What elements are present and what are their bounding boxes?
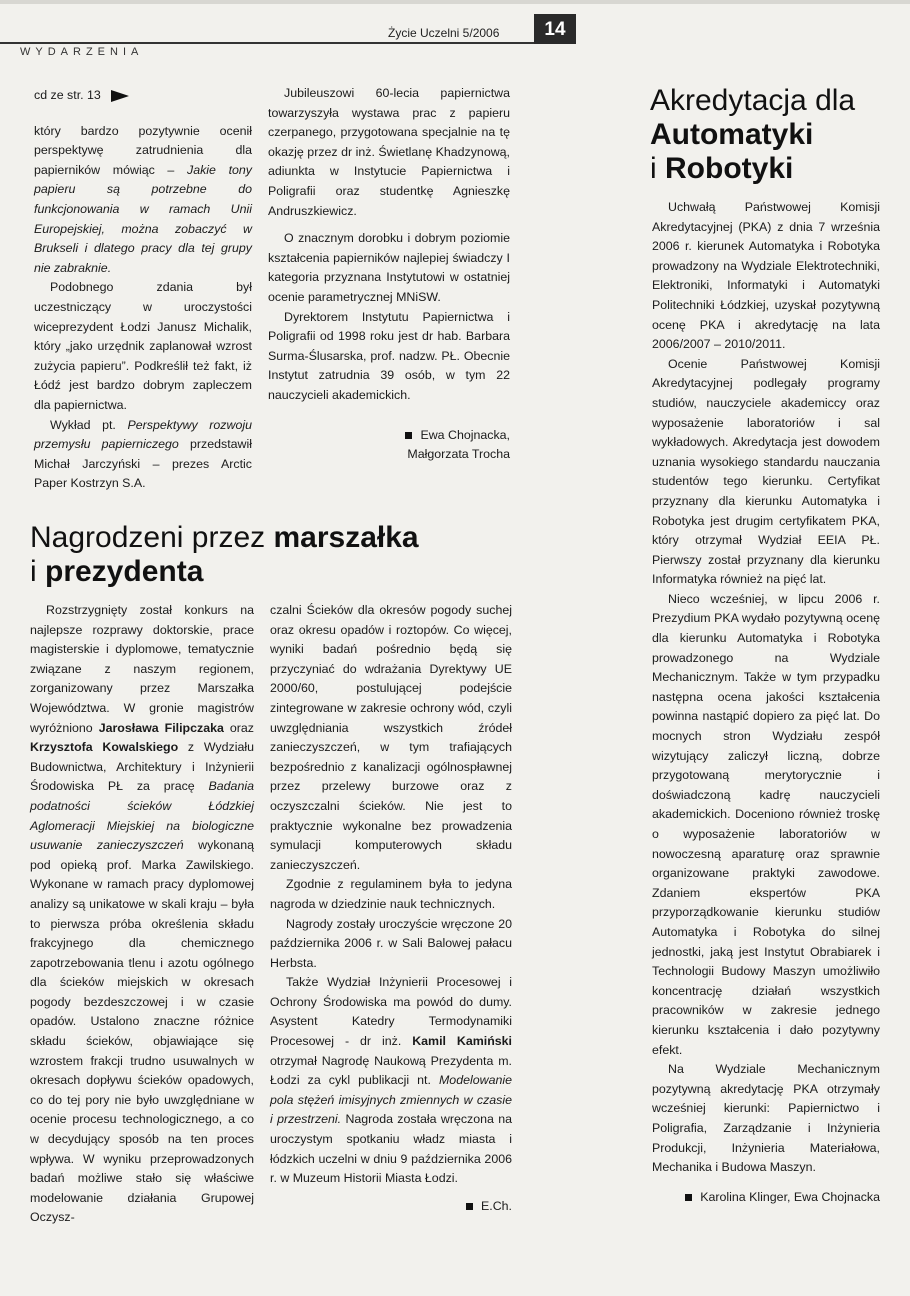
name: Krzysztofa Kowalskiego xyxy=(30,740,179,755)
paragraph: O znacznym dorobku i dobrym poziomie kształcenia papierników najlepiej świadczy I kategoria przyznana Instytutowi w ostatniej ocenie parametrycznej MNiSW. xyxy=(268,231,510,304)
paragraph: Ocenie Państwowej Komisji Akredytacyjnej podlegały programy studiów, nauczyciele akademiccy oraz wyposażenie laboratoriów i sal wykładowych. Akredytacja jest dowodem uznania wysokiego standardu nauczania studentów tego kierunku. Certyfikat przyznany dla kierunku Automatyka i Robotyka jest drugim certyfikatem PKA, który otrzymał Wydział EEIA PŁ. Pierwszy został przyznany dla kierunku Informatyka również na pięć lat. xyxy=(652,356,880,587)
paragraph xyxy=(34,122,252,279)
author: E.Ch. xyxy=(481,1198,512,1213)
continuation-note xyxy=(34,86,252,106)
paragraph: Uchwałą Państwowej Komisji Akredytacyjnej (PKA) z dnia 7 września 2006 r. kierunek Automatyka i Robotyka prowadzony na Wydziale Elektrotechniki, Elektroniki, Informatyki i Automatyki Politechniki Łódzkiej, uzyskał pozytywną ocenę PKA i akredytację na lata 2006/2007 – 2010/2011. xyxy=(652,200,880,352)
name: Kamil Kamiński xyxy=(412,1034,512,1049)
text: Rozstrzygnięty został konkurs na najlepsze rozprawy doktorskie, prace magisterskie i dyplomowe, tematycznie związane z naszym regionem, zorganizowany przez Marszałka Województwa. W gronie magistrów wyróżniono xyxy=(30,603,254,735)
paragraph xyxy=(34,416,252,494)
header-rule xyxy=(0,42,545,44)
work-title: Badania podatności ścieków Łódzkiej Aglomeracji Miejskiej na biologiczne usuwanie zanieczyszczeń xyxy=(30,779,254,853)
lecture-title: Perspektywy rozwoju przemysłu papierniczego xyxy=(34,417,252,452)
text: Wykład pt. xyxy=(50,417,128,432)
headline-part: prezydenta xyxy=(45,555,204,588)
signature xyxy=(652,1188,880,1207)
paragraph xyxy=(30,601,254,1228)
headline-part: marszałka xyxy=(273,521,419,554)
article-headline xyxy=(650,84,900,186)
paragraph xyxy=(270,973,512,1189)
headline-part: Automatyki xyxy=(650,118,814,151)
paragraph: czalni Ścieków dla okresów pogody suchej oraz okresu opadów i roztopów. Co więcej, wyniki badań pośrednio będą się przyczyniać do wdrażania Dyrektywy UE 2000/60, postulującej podejście zintegrowane w zakresie ochrony wód, czyli uwzględniania wszystkich źródeł zanieczyszczeń, w tym trafiających bezpośrednio z kanalizacji ogólnospławnej przez przelewy burzowe oraz z oczyszczalni ścieków. Nie jest to praktycznie wykonalne bez prowadzenia symulacji komputerowych składu zanieczyszczeń. xyxy=(270,603,512,872)
left-column xyxy=(34,86,252,494)
continuation-label: cd ze str. 13 xyxy=(34,88,101,102)
name: Jarosława Filipczaka xyxy=(98,720,224,735)
text: otrzymał Nagrodę Naukową Prezydenta m. Łodzi za cykl publikacji nt. xyxy=(270,1053,512,1088)
author: Ewa Chojnacka, xyxy=(420,427,510,442)
text: który bardzo pozytywnie ocenił perspektywę zatrudnienia dla papierników mówiąc – xyxy=(34,123,252,177)
middle-column xyxy=(268,84,510,464)
bullet-square-icon xyxy=(466,1203,473,1210)
paragraph: Zgodnie z regulaminem była to jedyna nagroda w dziedzinie nauk technicznych. xyxy=(270,877,512,911)
paragraph: Nieco wcześniej, w lipcu 2006 r. Prezydium PKA wydało pozytywną ocenę dla kierunku Automatyka i Robotyka prowadzonego na Wydziale Mechanicznym. Także w tym przypadku następna ocena jakości kształcenia powinna nastąpić dopiero za pięć lat. Do mocnych stron Wydziału zespół wizytujący zaliczył liczną, dobrze przygotowaną merytorycznie i doświadczoną kadrę nauczycieli akademickich. Doceniono również troskę o wyposażenie laboratoriów w nowoczesną aparaturę oraz sprawnie organizowane praktyki zawodowe. Zdaniem ekspertów PKA przyporządkowanie kierunku studiów Automatyka i Robotyka do silnej jednostki, jaką jest Instytut Obrabiarek i Technologii Budowy Maszyn umożliwiło koncentrację działań wszystkich pracowników w zakresie jednego kierunku kształcenia i dało pozytywny efekt. xyxy=(652,591,880,1057)
top-edge xyxy=(0,0,910,4)
quote: Jakie tony papieru są potrzebne do funkcjonowania w ramach Unii Europejskiej, można zobaczyć w Brukseli i dlatego pracy dla tej grupy nie zabraknie. xyxy=(34,162,253,275)
text: Także Wydział Inżynierii Procesowej i Ochrony Środowiska ma powód do dumy. Asystent Katedry Termodynamiki Procesowej - dr inż. xyxy=(270,975,512,1049)
headline-part: Robotyki xyxy=(665,152,794,185)
text: oraz xyxy=(223,720,254,735)
headline-part: Akredytacja dla xyxy=(650,84,856,117)
issue-label: Życie Uczelni 5/2006 xyxy=(388,26,500,40)
author: Małgorzata Trocha xyxy=(407,446,510,461)
article2-column-1 xyxy=(30,601,254,1228)
text: przedstawił Michał Jarczyński – prezes Arctic Paper Kostrzyn S.A. xyxy=(34,437,252,491)
paragraph: Dyrektorem Instytutu Papiernictwa i Poligrafii od 1998 roku jest dr hab. Barbara Surma-Ślusarska, prof. nadzw. PŁ. Obecnie Instytut zatrudnia 39 osób, w tym 22 nauczycieli akademickich. xyxy=(268,309,510,402)
paragraph: Jubileuszowi 60-lecia papiernictwa towarzyszyła wystawa prac z papieru czerpanego, przygotowana specjalnie na tę okazję przez dr inż. Świetlanę Khadzynową, adiunkta w Instytucie Papiernictwa i Poligrafii oraz studentkę Agnieszkę Andruszkiewicz. xyxy=(268,86,510,218)
text: wykonaną pod opieką prof. Marka Zawilskiego. Wykonane w ramach pracy dyplomowej analizy są unikatowe w skali kraju – była to pierwsza próba określenia składu frakcyjnego dla chemicznego zapotrzebowania tlenu i azotu ogólnego dla ścieków miejskich w okresach pogody bezdeszczowej i w czasie opadów. Ustalono znaczne różnice składu ścieków, objawiające się wzrostem frakcji trudno usuwalnych w okresach dopływu ścieków opadowych, co do tej pory nie było uwzględniane w ocenie procesu technologicznego, a co w decydujący sposób na ten proces wpływa. W wyniku przeprowadzonych badań możliwe stało się właściwe modelowanie działania Grupowej Oczysz- xyxy=(30,838,254,1225)
article3-column xyxy=(652,198,880,1207)
work-title: Modelowanie pola stężeń imisyjnych zmiennych w czasie i przestrzeni. xyxy=(270,1073,512,1127)
headline-part: Nagrodzeni przez xyxy=(30,521,274,554)
text: z Wydziału Budownictwa, Architektury i Inżynierii Środowiska PŁ za pracę xyxy=(30,740,254,794)
arrow-right-icon xyxy=(111,90,129,102)
page-number: 14 xyxy=(534,14,576,44)
author: Karolina Klinger, Ewa Chojnacka xyxy=(700,1189,880,1204)
headline-part: i xyxy=(650,152,665,185)
paragraph: Nagrody zostały uroczyście wręczone 20 października 2006 r. w Sali Balowej pałacu Herbsta. xyxy=(270,916,512,970)
signature xyxy=(270,1197,512,1216)
text: Nagroda została wręczona na uroczystym spotkaniu władz miasta i łódzkich uczelni w dniu 9 października 2006 r. w Muzeum Historii Miasta Łodzi. xyxy=(270,1112,512,1186)
article-headline xyxy=(30,521,530,589)
section-label: WYDARZENIA xyxy=(20,46,144,58)
paragraph: Na Wydziale Mechanicznym pozytywną akredytację PKA otrzymały wcześniej kierunki: Papiernictwo i Poligrafia, Zarządzanie i Inżynieria Produkcji, Inżynieria Materiałowa, Mechanika i Budowa Maszyn. xyxy=(652,1062,880,1175)
headline-part: i xyxy=(30,555,45,588)
signature xyxy=(268,426,510,464)
bullet-square-icon xyxy=(405,432,412,439)
article2-column-2 xyxy=(270,601,512,1216)
paragraph: Podobnego zdania był uczestniczący w uroczystości wiceprezydent Łodzi Janusz Michalik, który „jako urzędnik zaplanował wzrost zużycia papieru”. Podkreślił też fakt, iż Łódź jest bardzo dobrym zapleczem dla papiernictwa. xyxy=(34,280,252,412)
bullet-square-icon xyxy=(685,1194,692,1201)
